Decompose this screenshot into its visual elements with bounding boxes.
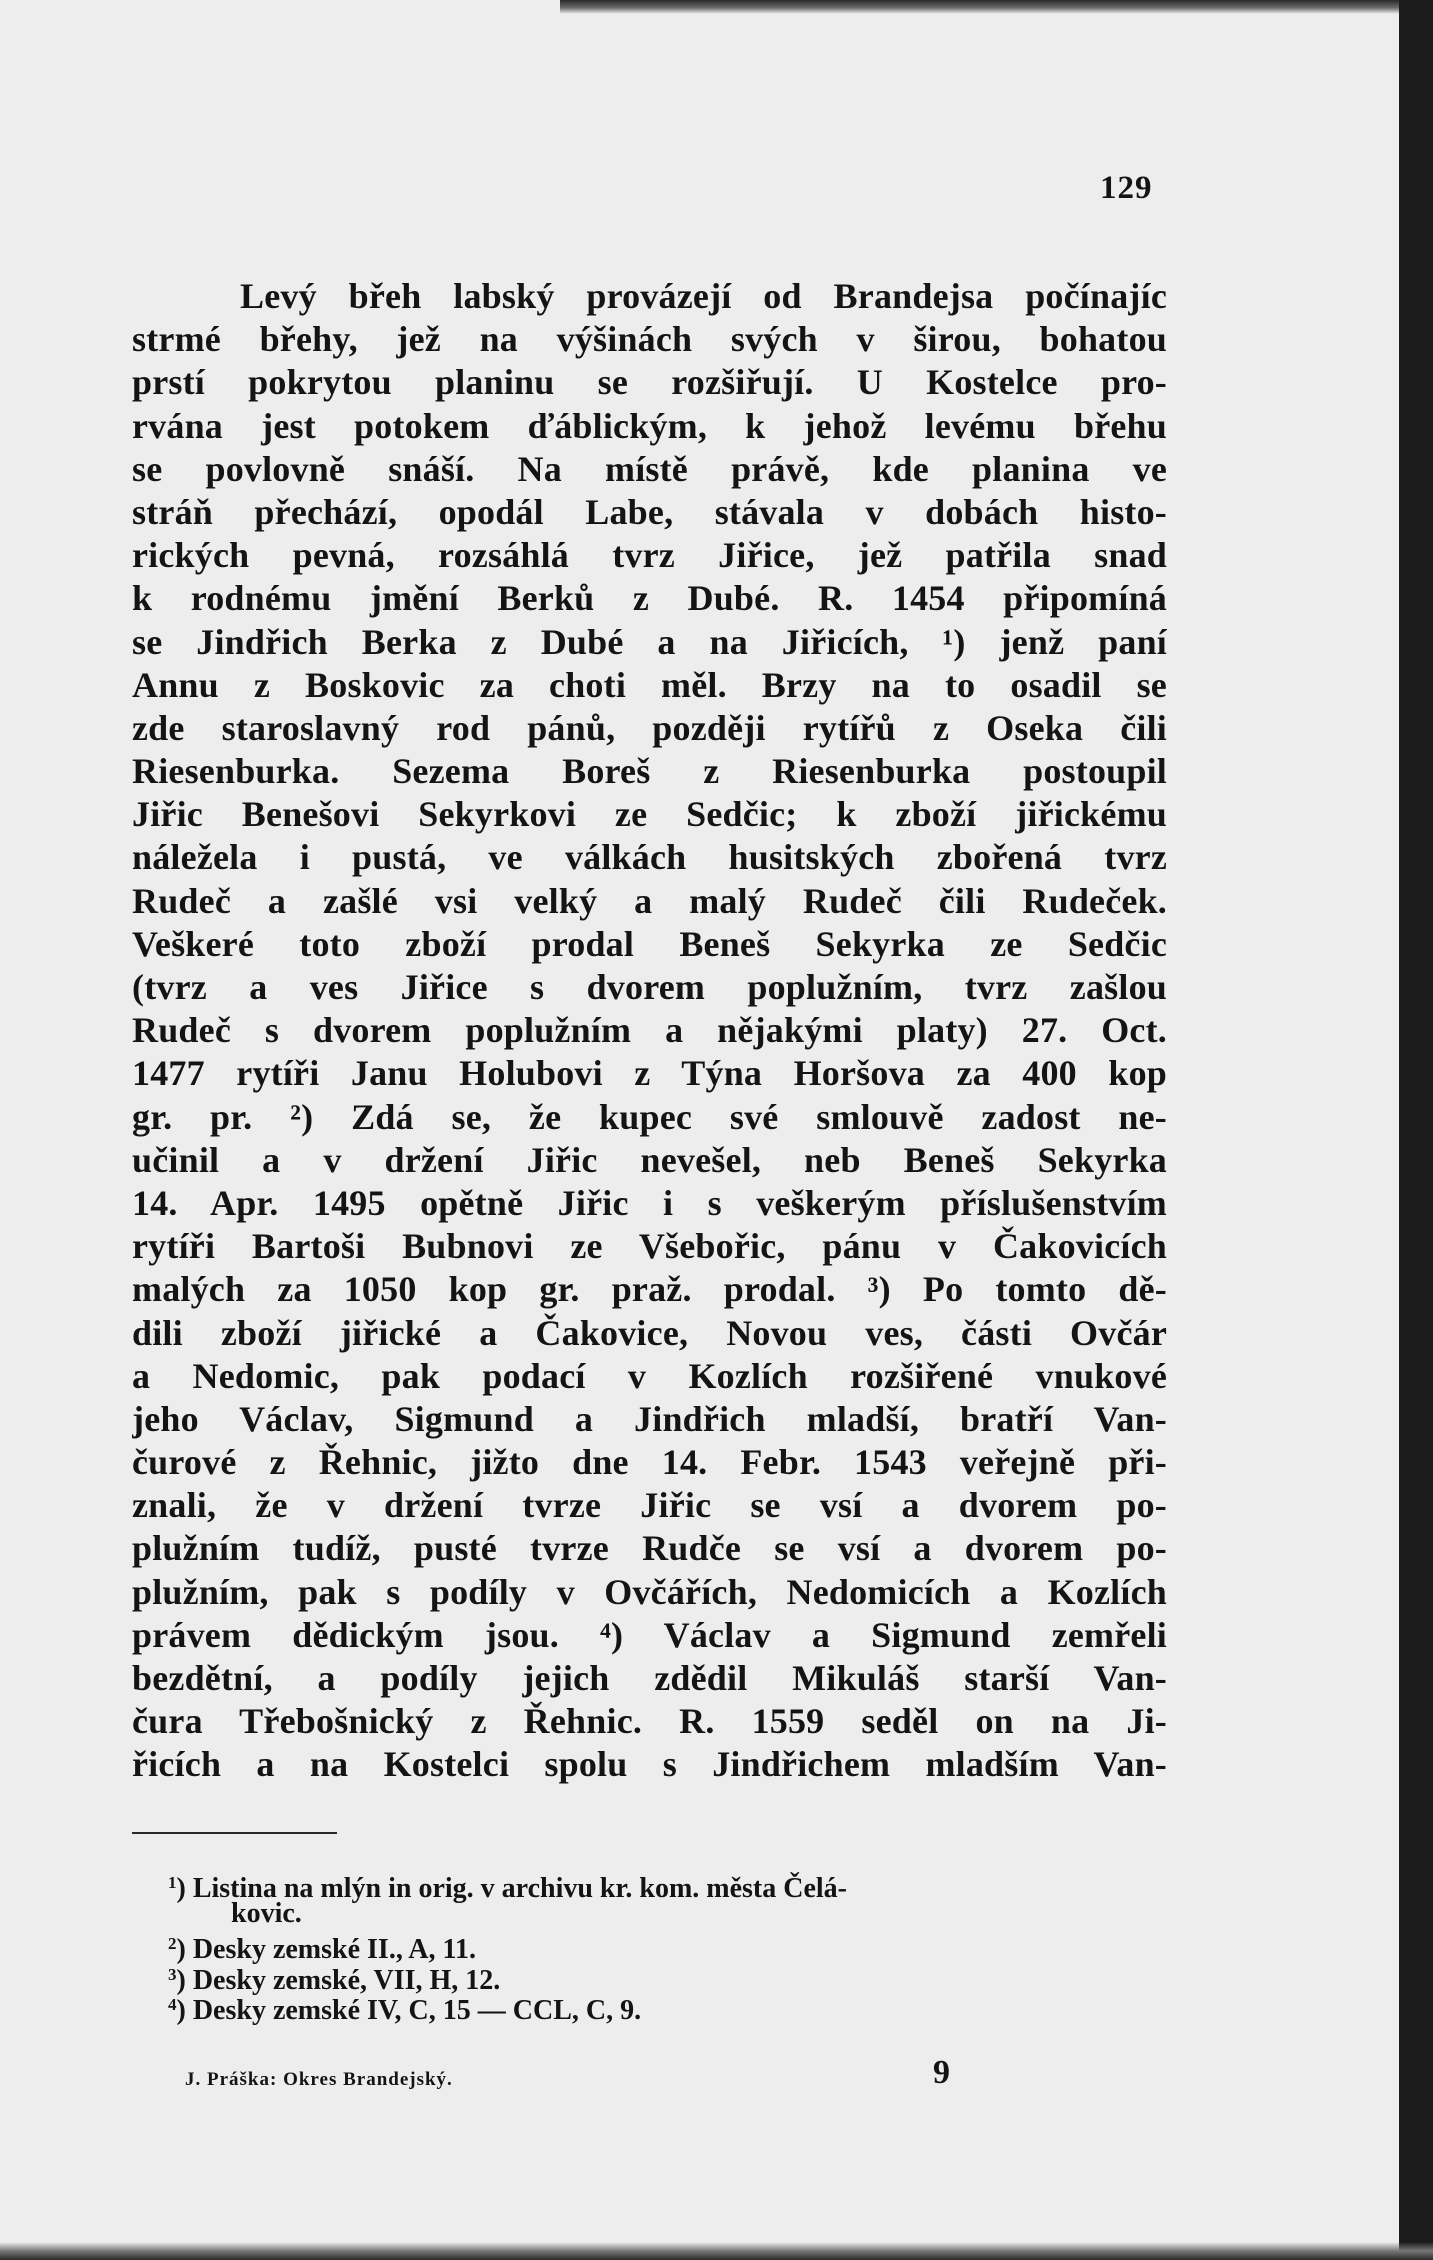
text-line: čurové z Řehnic, jižto dne 14. Febr. 1543 veřejně při-: [132, 1442, 1167, 1483]
footnote: [168, 1960, 1168, 1996]
text-line: 14. Apr. 1495 opětně Jiřic i s veškerým příslušenstvím: [132, 1182, 1167, 1223]
text-line: bezdětní, a podíly jejich zdědil Mikuláš starší Van-: [132, 1658, 1167, 1698]
text-line: Veškeré toto zboží prodal Beneš Sekyrka ze Sedčic: [132, 923, 1167, 964]
text-line: plužním, pak s podíly v Ovčářích, Nedomicích a Kozlích: [132, 1571, 1167, 1612]
footnote-text: Desky zemské, VII, H, 12.: [192, 1964, 501, 1996]
text-line: zde staroslavný rod pánů, později rytířů z Oseka čili: [132, 707, 1167, 748]
scan-top-edge: [560, 0, 1433, 14]
text-line: učinil a v držení Jiřic nevešel, neb Beneš Sekyrka: [132, 1139, 1167, 1180]
footnote-continuation: kovic.: [231, 1897, 302, 1929]
text-line: čura Třebošnický z Řehnic. R. 1559 seděl on na Ji-: [132, 1701, 1167, 1742]
scan-right-edge: [1399, 0, 1433, 2260]
text-line: plužním tudíž, pusté tvrze Rudče se vsí a dvorem po-: [132, 1528, 1167, 1569]
text-line: se povlovně snáší. Na místě právě, kde planina ve: [132, 448, 1167, 489]
text-line: malých za 1050 kop gr. praž. prodal. ³) Po tomto dě-: [132, 1269, 1167, 1310]
text-line: stráň přechází, opodál Labe, stávala v dobách histo-: [132, 491, 1167, 532]
footnote-mark: 3: [168, 1964, 177, 1984]
printer-signature: J. Práška: Okres Brandejský.: [185, 2069, 453, 2090]
text-line: Rudeč s dvorem poplužním a nějakými platy) 27. Oct.: [132, 1010, 1167, 1051]
text-line: k rodnému jmění Berků z Dubé. R. 1454 připomíná: [132, 578, 1167, 619]
text-line: a Nedomic, pak podací v Kozlích rozšiřené vnukové: [132, 1355, 1167, 1396]
text-line: Levý břeh labský provázejí od Brandejsa počínajíc: [240, 276, 1167, 316]
text-line: Annu z Boskovic za choti měl. Brzy na to osadil se: [132, 664, 1167, 705]
text-line: Riesenburka. Sezema Boreš z Riesenburka postoupil: [132, 751, 1167, 792]
footnote-mark: 1: [168, 1873, 177, 1892]
text-line: rických pevná, rozsáhlá tvrz Jiřice, jež patřila snad: [132, 535, 1167, 576]
footnote-divider: [132, 1832, 337, 1834]
text-line: dili zboží jiřické a Čakovice, Novou ves, části Ovčár: [132, 1312, 1167, 1353]
text-line: prstí pokrytou planinu se rozšiřují. U Kostelce pro-: [132, 362, 1167, 403]
text-line: náležela i pustá, ve válkách husitských zbořená tvrz: [132, 837, 1167, 878]
text-line: gr. pr. ²) Zdá se, že kupec své smlouvě zadost ne-: [132, 1096, 1167, 1137]
text-line: (tvrz a ves Jiřice s dvorem poplužním, tvrz zašlou: [132, 967, 1167, 1007]
text-line: rvána jest potokem ďáblickým, k jehož levému břehu: [132, 405, 1167, 446]
footnote-paren: ): [176, 1873, 193, 1904]
footnote-paren: ): [176, 1995, 193, 2026]
footnote: [168, 1929, 1168, 1965]
footnotes: [168, 1868, 1168, 2026]
footnote-paren: ): [176, 1964, 193, 1996]
footnote: [168, 1868, 1168, 1904]
text-line: 1477 rytíři Janu Holubovi z Týna Horšova za 400 kop: [132, 1053, 1167, 1094]
footnote-text: Listina na mlýn in orig. v archivu kr. kom. města Čelá-: [192, 1873, 847, 1904]
footnote-mark: 4: [168, 1995, 177, 2014]
footnote-mark: 2: [168, 1934, 177, 1953]
footnote-text: Desky zemské IV, C, 15 — CCL, C, 9.: [192, 1995, 642, 2026]
sheet-number: 9: [933, 2054, 950, 2091]
text-line: řicích a na Kostelci spolu s Jindřichem mladším Van-: [132, 1744, 1167, 1785]
footnote-paren: ): [176, 1934, 193, 1965]
page-number: 129: [1100, 170, 1153, 206]
text-line: strmé břehy, jež na výšinách svých v širou, bohatou: [132, 319, 1167, 360]
text-line: Jiřic Benešovi Sekyrkovi ze Sedčic; k zboží jiřickému: [132, 794, 1167, 835]
text-line: právem dědickým jsou. ⁴) Václav a Sigmund zemřeli: [132, 1614, 1167, 1655]
footnote: [168, 1990, 1168, 2026]
text-line: Rudeč a zašlé vsi velký a malý Rudeč čili Rudeček.: [132, 880, 1167, 921]
scan-bottom-edge: [0, 2242, 1433, 2260]
text-line: znali, že v držení tvrze Jiřic se vsí a dvorem po-: [132, 1485, 1167, 1526]
body-paragraph: [132, 275, 1167, 1787]
text-line: jeho Václav, Sigmund a Jindřich mladší, bratří Van-: [132, 1398, 1167, 1439]
text-line: se Jindřich Berka z Dubé a na Jiřicích, ¹) jenž paní: [132, 621, 1167, 662]
text-line: rytíři Bartoši Bubnovi ze Všebořic, pánu v Čakovicích: [132, 1226, 1167, 1267]
footnote-text: Desky zemské II., A, 11.: [192, 1934, 476, 1965]
